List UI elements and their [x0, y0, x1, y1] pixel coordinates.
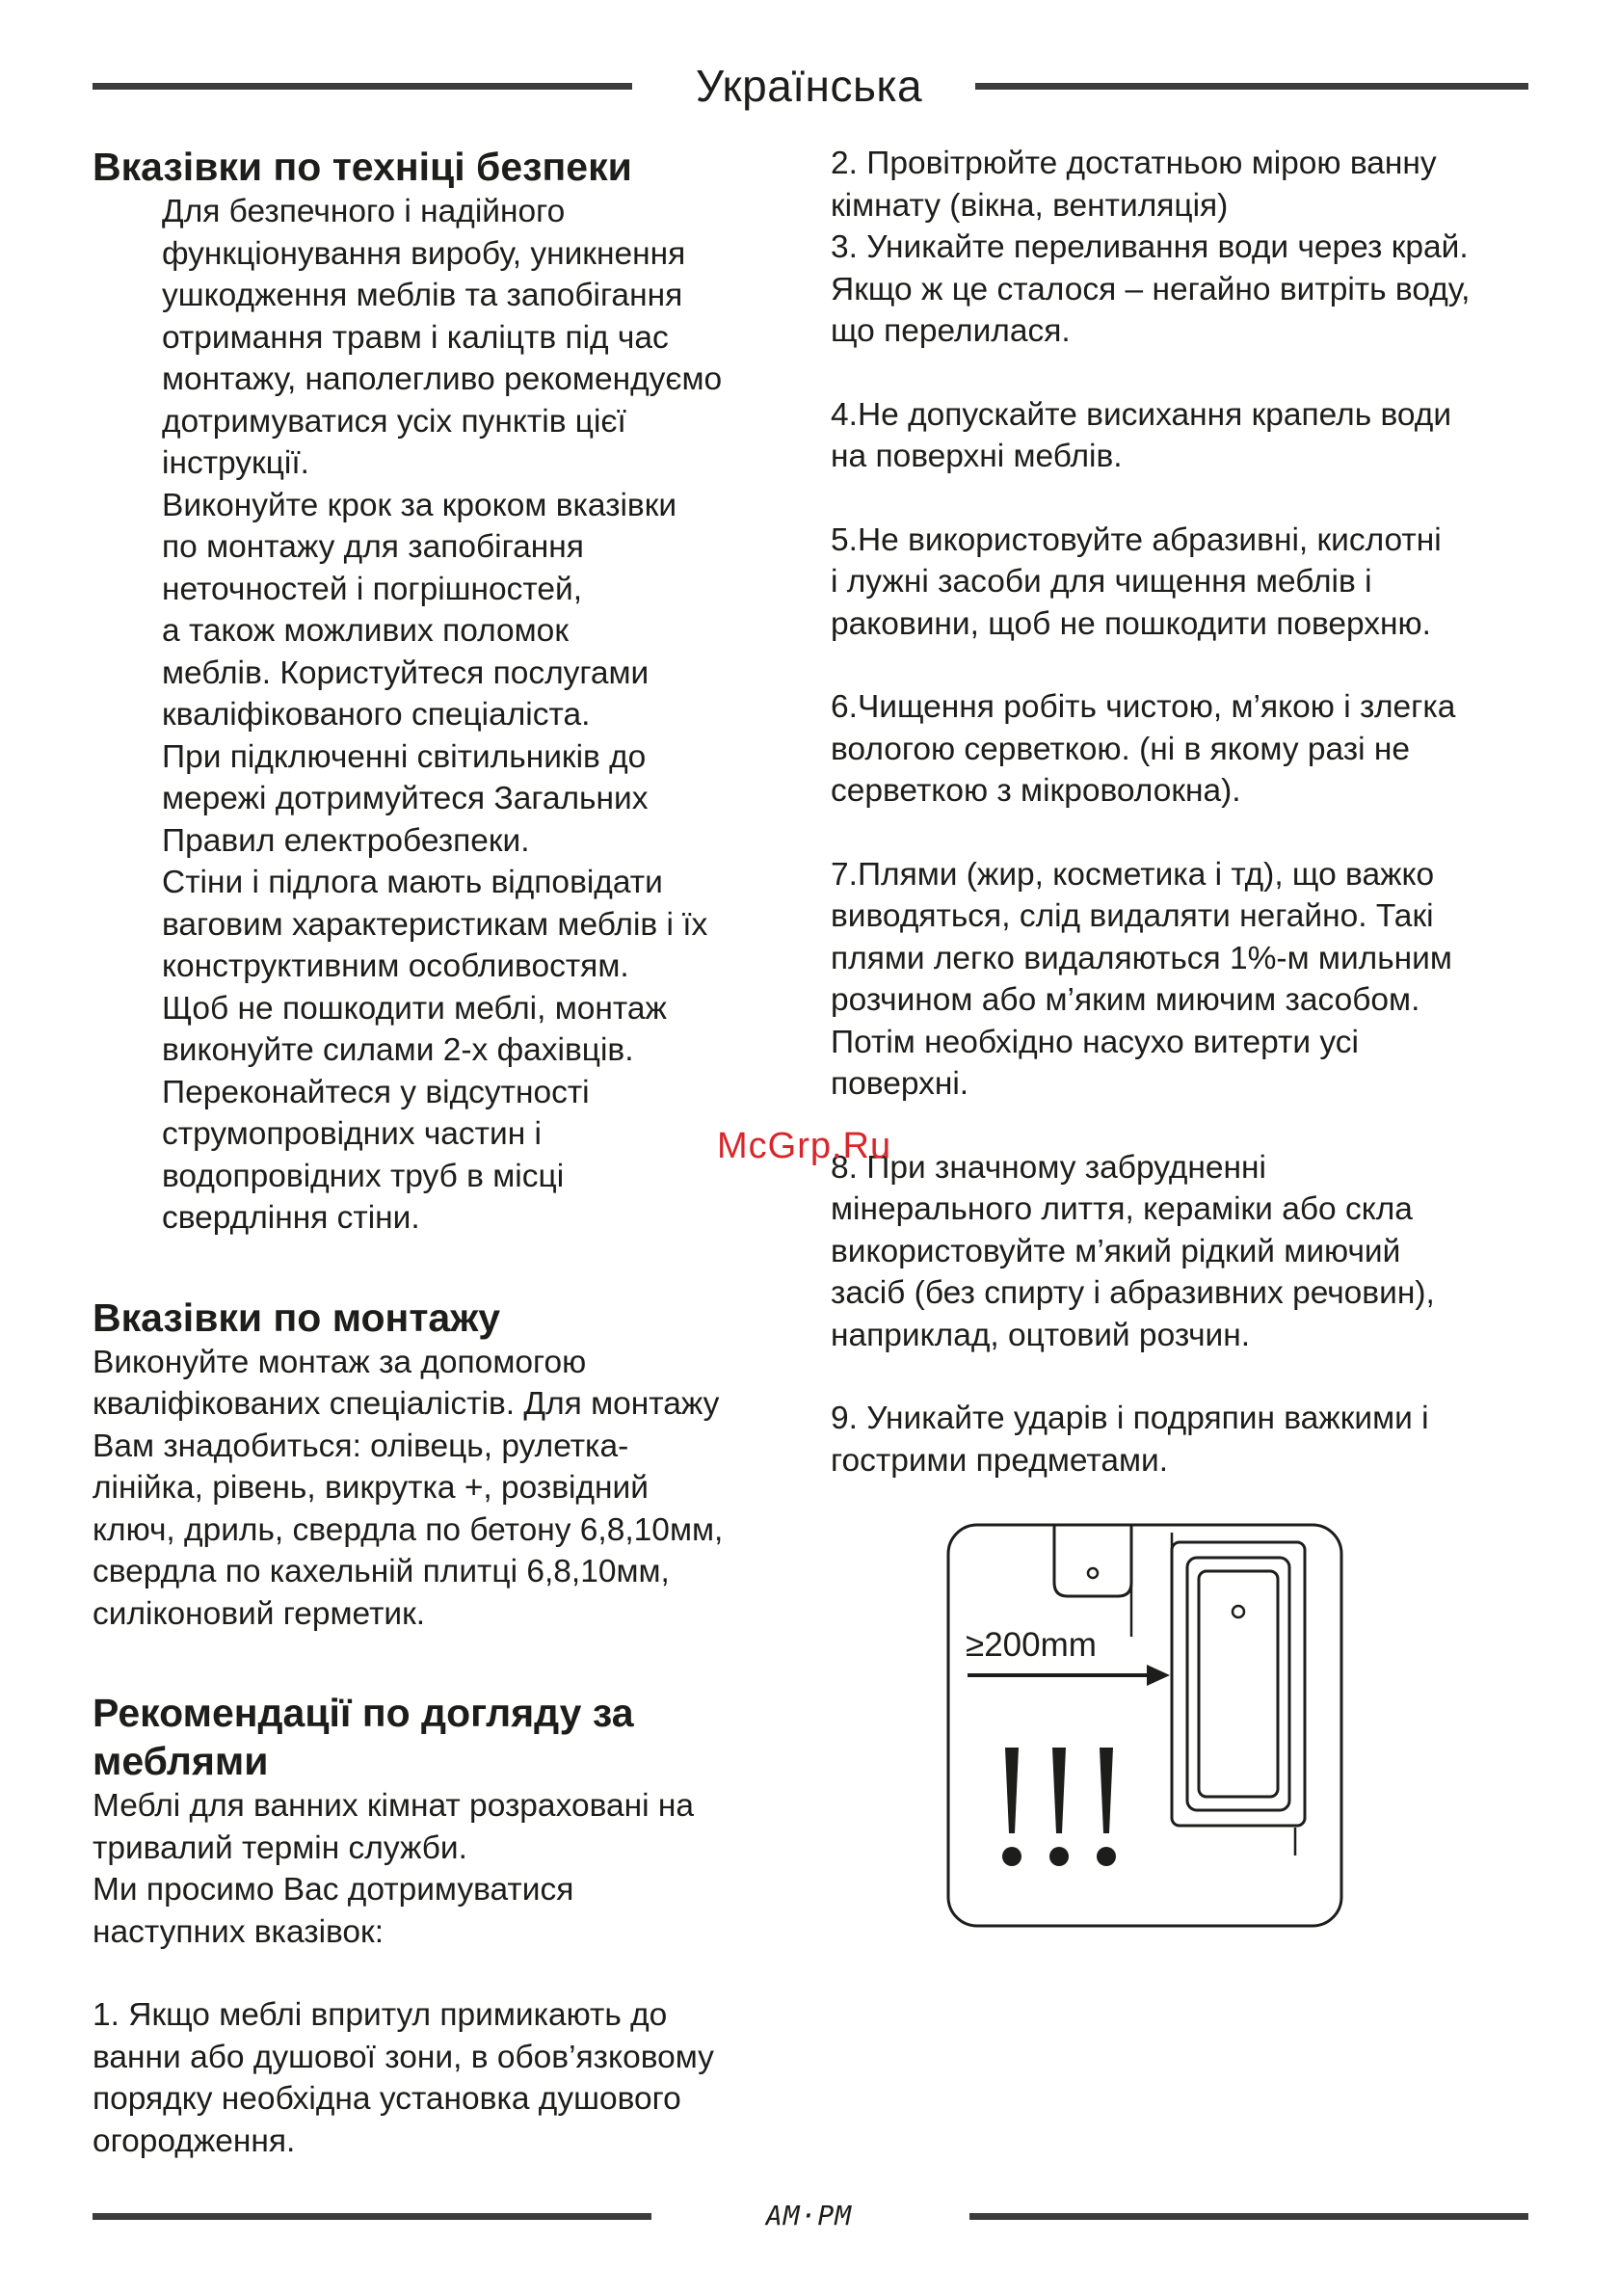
bathtub-drain [1233, 1606, 1244, 1617]
cabinet-knob [1088, 1568, 1098, 1578]
bathtub-distance-illustration [946, 1523, 1343, 1928]
care-item-8: 8. При значному забрудненні мінерального лиття, кераміки або скла використовуйте м’який рідкий миючий засіб (без спирту і абразивних речовин), наприклад, оцтовий розчин. [831, 1149, 1435, 1353]
bathtub-rim [1187, 1558, 1289, 1810]
care-item-7: 7.Плями (жир, косметика і тд), що важко виводяться, слід видаляти негайно. Такі плями легко видаляються 1%-м мильним розчином або м’яким миючим засобом. Потім необхідно насухо витерти усі поверхні. [831, 856, 1452, 1102]
warning-exclamation-icons [1002, 1748, 1116, 1866]
care-item-1: 1. Якщо меблі впритул примикають до ванни або душової зони, в обов’язковому порядку необхідна установка душового огородження. [93, 1997, 714, 2159]
mounting-text: Виконуйте монтаж за допомогою кваліфікованих спеціалістів. Для монтажу Вам знадобиться: олівець, рулетка- лінійка, рівень, викрутка +, розвідний ключ, дриль, свердла по бетону 6,8,10мм, свердла по кахельній плитці 6,8,10мм, силіконовий герметик. [93, 1344, 724, 1632]
watermark: McGrp.Ru [717, 1126, 892, 1166]
care-item-2: 2. Провітрюйте достатньою мірою ванну кімнату (вікна, вентиляція) [831, 146, 1437, 224]
right-column [831, 143, 1534, 1482]
brand-logo: AM·PM [765, 2200, 853, 2231]
care-heading: Рекомендації по догляду за меблями [93, 1691, 634, 1783]
care-item-4: 4.Не допускайте висихання крапель води на поверхні меблів. [831, 396, 1452, 474]
distance-arrow-head [1147, 1665, 1170, 1686]
care-text: Меблі для ванних кімнат розраховані на тривалий термін служби. Ми просимо Вас дотримуватися наступних вказівок: [93, 1788, 695, 1950]
care-item-5: 5.Не використовуйте абразивні, кислотні і лужні засоби для чищення меблів і раковини, щоб не пошкодити поверхню. [831, 521, 1442, 642]
bathtub-outer [1172, 1542, 1305, 1826]
safety-text: Для безпечного і надійного функціонування виробу, уникнення ушкодження меблів та запобігання отримання травм і каліцтв під час монтажу, наполегливо рекомендуємо дотримуватися усіх пунктів цієї інструкції. Виконуйте крок за кроком вказівки по монтажу для запобігання неточностей і погрішностей, а також можливих поломок меблів. Користуйтеся послугами кваліфікованого спеціаліста. При підключенні світильників до мережі дотримуйтеся Загальних Правил електробезпеки. Стіни і підлога мають відповідати ваговим характеристикам меблів і їх конструктивним особливостям. Щоб не пошкодити меблі, монтаж виконуйте силами 2-х фахівців. Переконайтеся у відсутності струмопровідних частин і водопровідних труб в місці свердління стіни. [162, 194, 723, 1236]
illustration-frame [948, 1525, 1341, 1926]
wall-cabinet [1054, 1525, 1131, 1596]
left-column [93, 143, 806, 2162]
care-item-9: 9. Уникайте ударів і подряпин важкими і гострими предметами. [831, 1401, 1429, 1479]
care-item-3: 3. Уникайте переливання води через край. Якщо ж це сталося – негайно витріть воду, що перелилася. [831, 229, 1471, 349]
care-item-6: 6.Чищення робіть чистою, м’якою і злегка вологою серветкою. (ні в якому разі не серветкою з мікроволокна). [831, 689, 1456, 809]
mounting-heading: Вказівки по монтажу [93, 1295, 501, 1340]
safety-heading: Вказівки по техніці безпеки [93, 145, 632, 189]
distance-label: ≥200mm [966, 1626, 1097, 1664]
language-title: Українська [695, 61, 923, 111]
